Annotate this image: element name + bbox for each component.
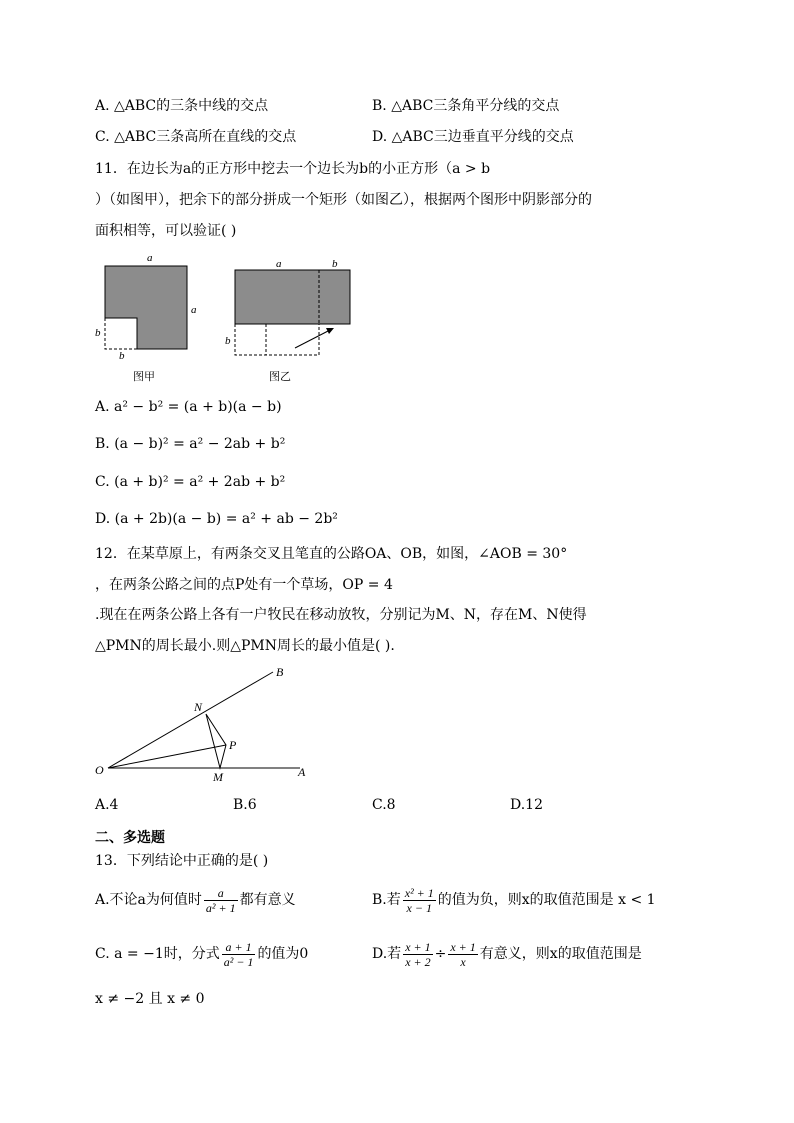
q12-stem-line4: △PMN的周长最小.则△PMN周长的最小值是( ). — [95, 638, 395, 654]
q13-b-denominator: x − 1 — [406, 900, 432, 915]
q10-option-c: C. △ABC三条高所在直线的交点 — [95, 129, 297, 145]
q11-option-d: D. (a + 2b)(a − b) = a² + ab − 2b² — [95, 511, 338, 527]
q12-stem-line3: .现在在两条公路上各有一户牧民在移动放牧，分别记为M、N，存在M、N使得 — [95, 607, 587, 623]
q12-option-a: A.4 — [95, 797, 119, 813]
fig-jia-label-left: b — [95, 327, 101, 339]
q13-d-denominator-2: x — [460, 954, 466, 969]
q11-stem-line3: 面积相等，可以验证( ) — [95, 223, 237, 239]
label-b: B — [276, 665, 284, 679]
q11-option-c: C. (a + b)² = a² + 2ab + b² — [95, 474, 286, 490]
label-n: N — [194, 700, 203, 714]
fig-yi-label-b: b — [332, 258, 338, 270]
q12-stem-line2: ，在两条公路之间的点P处有一个草场，OP = 4 — [95, 577, 393, 593]
fig-jia-label-bottom: b — [119, 350, 125, 362]
label-o: O — [95, 763, 104, 777]
fig-yi-label-left: b — [225, 335, 231, 347]
q13-a-fraction — [204, 886, 238, 915]
ray-ob — [108, 672, 273, 768]
triangle-pmn — [206, 714, 226, 768]
q13-a-prefix: A.不论a为何值时 — [95, 892, 202, 908]
label-p: P — [229, 738, 237, 752]
section-heading-multi-choice: 二、多选题 — [95, 830, 165, 846]
q13-option-a — [95, 884, 296, 916]
q13-d-denominator-1: x + 2 — [405, 954, 431, 969]
fig-jia-caption: 图甲 — [133, 371, 155, 383]
q10-option-a: A. △ABC的三条中线的交点 — [95, 98, 269, 114]
q13-d-suffix: 有意义，则x的取值范围是 — [479, 946, 642, 962]
fig-yi-label-a: a — [276, 258, 282, 270]
q13-c-fraction — [222, 940, 256, 969]
q12-option-d: D.12 — [510, 797, 543, 813]
q13-c-denominator: a² − 1 — [223, 954, 254, 969]
q13-b-suffix: 的值为负，则x的取值范围是 x < 1 — [437, 892, 656, 908]
q13-d-numerator-1: x + 1 — [405, 939, 431, 954]
q13-stem: 13．下列结论中正确的是( ) — [95, 853, 269, 869]
figure-yi — [225, 258, 350, 383]
figure-jia — [95, 252, 197, 383]
q13-d-prefix: D.若 — [372, 946, 402, 962]
fig-jia-label-right: a — [191, 304, 197, 316]
q12-stem-line1: 12．在某草原上，有两条交叉且笔直的公路OA、OB，如图，∠AOB = 30° — [95, 546, 568, 562]
q13-option-d-continued: x ≠ −2 且 x ≠ 0 — [95, 991, 205, 1007]
q13-option-b — [372, 884, 656, 916]
q13-d-divide-sign: ÷ — [434, 946, 447, 962]
fig-jia-label-top: a — [147, 252, 153, 264]
q13-a-denominator: a² + 1 — [205, 900, 236, 915]
fig-yi-caption: 图乙 — [269, 371, 291, 383]
q12-option-c: C.8 — [372, 797, 396, 813]
q12-option-b: B.6 — [233, 797, 257, 813]
q13-b-numerator: x² + 1 — [404, 885, 434, 900]
q13-d-numerator-2: x + 1 — [450, 939, 476, 954]
q11-option-a: A. a² − b² = (a + b)(a − b) — [95, 399, 282, 415]
label-a: A — [298, 765, 306, 779]
q13-option-c — [95, 938, 308, 970]
q13-b-fraction — [403, 886, 436, 915]
q11-option-b: B. (a − b)² = a² − 2ab + b² — [95, 436, 286, 452]
q13-a-numerator: a — [204, 886, 238, 901]
q13-a-suffix: 都有意义 — [239, 892, 296, 908]
segment-op — [108, 745, 226, 768]
q10-option-d: D. △ABC三边垂直平分线的交点 — [372, 129, 574, 145]
q11-figures — [90, 250, 370, 390]
q10-option-b: B. △ABC三条角平分线的交点 — [372, 98, 560, 114]
q13-b-prefix: B.若 — [372, 892, 401, 908]
q13-option-d — [372, 938, 642, 970]
q13-c-suffix: 的值为0 — [257, 946, 309, 962]
label-m: M — [213, 770, 223, 784]
q13-d-fraction-1 — [403, 940, 432, 969]
q11-stem-line1: 11．在边长为a的正方形中挖去一个边长为b的小正方形（a > b — [95, 161, 491, 177]
q13-c-prefix: C. a = −1时，分式 — [95, 946, 220, 962]
q12-figure — [90, 660, 320, 785]
q11-stem-line2: ）（如图甲），把余下的部分拼成一个矩形（如图乙），根据两个图形中阴影部分的 — [95, 192, 592, 208]
q13-c-numerator: a + 1 — [222, 940, 256, 955]
q13-d-fraction-2 — [448, 940, 477, 969]
